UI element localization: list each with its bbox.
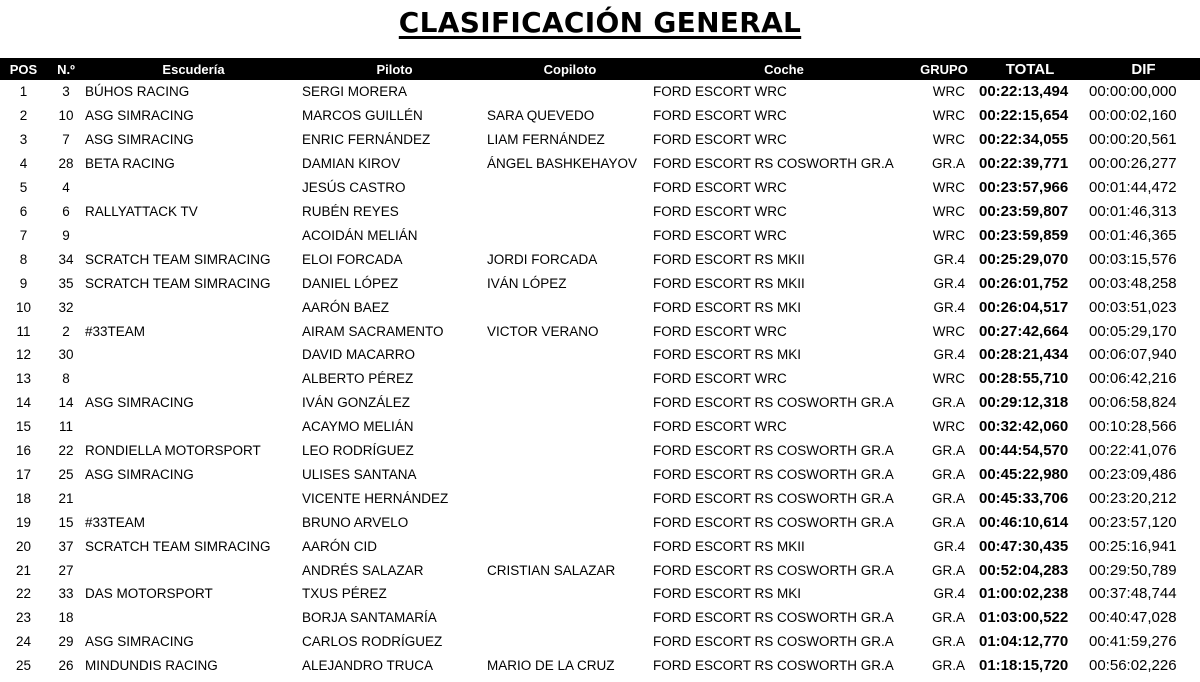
header-pilot: Piloto xyxy=(376,61,413,77)
cell-number: 14 xyxy=(58,395,74,411)
cell-total-time: 00:47:30,435 xyxy=(979,537,1069,555)
cell-pilot: ULISES SANTANA xyxy=(302,466,417,482)
cell-car: FORD ESCORT RS MKI xyxy=(653,347,802,363)
cell-car: FORD ESCORT RS COSWORTH GR.A xyxy=(653,562,894,578)
cell-pos: 7 xyxy=(19,227,28,243)
cell-group: GR.A xyxy=(931,514,965,530)
cell-gap: 00:00:26,277 xyxy=(1089,155,1177,173)
cell-group: GR.A xyxy=(931,395,965,411)
cell-group: GR.4 xyxy=(933,251,965,267)
cell-group: WRC xyxy=(932,419,965,435)
cell-pos: 21 xyxy=(15,562,32,578)
cell-group: WRC xyxy=(932,227,965,243)
cell-gap: 00:23:09,486 xyxy=(1089,465,1177,483)
cell-team xyxy=(85,486,302,510)
cell-pilot: MARCOS GUILLÉN xyxy=(302,108,423,124)
cell-car: FORD ESCORT WRC xyxy=(653,84,787,100)
cell-car: FORD ESCORT RS COSWORTH GR.A xyxy=(653,490,894,506)
table-row xyxy=(0,606,1200,630)
cell-group: GR.A xyxy=(931,610,965,626)
cell-gap: 00:29:50,789 xyxy=(1089,561,1177,579)
cell-number: 15 xyxy=(58,514,74,530)
cell-car: FORD ESCORT RS COSWORTH GR.A xyxy=(653,658,894,674)
cell-pos: 9 xyxy=(19,275,28,291)
cell-copilot xyxy=(487,534,653,558)
cell-number: 33 xyxy=(58,586,74,602)
cell-car: FORD ESCORT RS MKII xyxy=(653,538,805,554)
cell-gap: 00:01:44,472 xyxy=(1089,179,1177,197)
table-row xyxy=(0,367,1200,391)
cell-gap: 00:01:46,365 xyxy=(1089,226,1177,244)
cell-number: 11 xyxy=(58,419,73,435)
cell-team: #33TEAM xyxy=(85,514,146,530)
cell-number: 26 xyxy=(58,658,74,674)
table-row xyxy=(0,152,1200,176)
table-row xyxy=(0,630,1200,654)
cell-number: 25 xyxy=(58,466,74,482)
cell-team: ASG SIMRACING xyxy=(85,108,194,124)
cell-group: GR.4 xyxy=(933,586,965,602)
cell-pilot: ALBERTO PÉREZ xyxy=(302,371,414,387)
cell-car: FORD ESCORT RS MKII xyxy=(653,275,805,291)
cell-group: WRC xyxy=(932,323,965,339)
cell-number: 29 xyxy=(58,634,74,650)
cell-gap: 00:05:29,170 xyxy=(1089,322,1177,340)
cell-pos: 18 xyxy=(15,490,32,506)
cell-car: FORD ESCORT WRC xyxy=(653,108,787,124)
cell-pilot: RUBÉN REYES xyxy=(302,203,399,219)
header-total: TOTAL xyxy=(1005,60,1055,78)
cell-pos: 20 xyxy=(15,538,32,554)
cell-team: BETA RACING xyxy=(85,156,175,172)
cell-car: FORD ESCORT WRC xyxy=(653,419,787,435)
cell-pilot: AARÓN CID xyxy=(302,538,378,554)
table-row xyxy=(0,319,1200,343)
table-row xyxy=(0,176,1200,200)
cell-total-time: 00:52:04,283 xyxy=(979,561,1069,579)
cell-gap: 00:00:20,561 xyxy=(1089,131,1177,149)
cell-copilot xyxy=(487,486,653,510)
cell-pilot: CARLOS RODRÍGUEZ xyxy=(302,634,443,650)
cell-car: FORD ESCORT WRC xyxy=(653,180,787,196)
cell-total-time: 00:26:04,517 xyxy=(979,298,1069,316)
title-container xyxy=(0,0,1200,56)
cell-pilot: DAMIAN KIROV xyxy=(302,156,401,172)
cell-car: FORD ESCORT RS COSWORTH GR.A xyxy=(653,514,894,530)
cell-car: FORD ESCORT RS COSWORTH GR.A xyxy=(653,610,894,626)
cell-total-time: 00:29:12,318 xyxy=(979,394,1069,412)
cell-gap: 00:25:16,941 xyxy=(1089,537,1177,555)
cell-team xyxy=(85,295,302,319)
cell-total-time: 01:04:12,770 xyxy=(979,633,1069,651)
cell-gap: 00:00:02,160 xyxy=(1089,107,1177,125)
cell-number: 2 xyxy=(62,323,70,339)
cell-group: WRC xyxy=(932,108,965,124)
cell-pilot: LEO RODRÍGUEZ xyxy=(302,443,414,459)
cell-number: 30 xyxy=(58,347,74,363)
cell-team: #33TEAM xyxy=(85,323,146,339)
cell-pilot: AARÓN BAEZ xyxy=(302,299,390,315)
cell-group: GR.A xyxy=(931,466,965,482)
header-car: Coche xyxy=(764,61,804,77)
cell-pilot: ELOI FORCADA xyxy=(302,251,403,267)
cell-pos: 19 xyxy=(15,514,32,530)
cell-car: FORD ESCORT WRC xyxy=(653,132,787,148)
cell-copilot xyxy=(487,630,653,654)
cell-pos: 13 xyxy=(15,371,32,387)
cell-copilot xyxy=(487,295,653,319)
cell-pos: 5 xyxy=(19,180,28,196)
cell-team: ASG SIMRACING xyxy=(85,466,194,482)
cell-car: FORD ESCORT WRC xyxy=(653,371,787,387)
table-row xyxy=(0,223,1200,247)
cell-car: FORD ESCORT RS COSWORTH GR.A xyxy=(653,443,894,459)
cell-total-time: 00:23:59,859 xyxy=(979,226,1069,244)
header-row xyxy=(0,58,1200,80)
cell-pilot: DAVID MACARRO xyxy=(302,347,416,363)
header-team: Escudería xyxy=(162,61,225,77)
cell-group: GR.4 xyxy=(933,275,965,291)
table-row xyxy=(0,654,1200,678)
cell-car: FORD ESCORT RS MKII xyxy=(653,251,805,267)
cell-pos: 24 xyxy=(15,634,32,650)
cell-copilot: LIAM FERNÁNDEZ xyxy=(487,132,605,148)
header-dif: DIF xyxy=(1131,60,1156,78)
cell-pos: 23 xyxy=(15,610,32,626)
cell-total-time: 00:22:34,055 xyxy=(979,131,1069,149)
header-num: N.º xyxy=(57,61,75,77)
table-row xyxy=(0,391,1200,415)
cell-copilot: SARA QUEVEDO xyxy=(487,108,595,124)
cell-total-time: 01:00:02,238 xyxy=(979,585,1069,603)
cell-team xyxy=(85,367,302,391)
header-pos: POS xyxy=(9,61,38,77)
cell-group: WRC xyxy=(932,180,965,196)
cell-copilot: IVÁN LÓPEZ xyxy=(487,275,567,291)
cell-team: MINDUNDIS RACING xyxy=(85,658,218,674)
cell-pos: 16 xyxy=(15,443,32,459)
table-row xyxy=(0,463,1200,487)
cell-group: WRC xyxy=(932,84,965,100)
cell-copilot: ÁNGEL BASHKEHAYOV xyxy=(487,156,638,172)
cell-pos: 10 xyxy=(15,299,32,315)
cell-group: WRC xyxy=(932,203,965,219)
cell-number: 10 xyxy=(58,108,74,124)
standings-table xyxy=(0,58,1200,678)
cell-number: 18 xyxy=(58,610,74,626)
table-row xyxy=(0,271,1200,295)
cell-copilot xyxy=(487,176,653,200)
cell-gap: 00:41:59,276 xyxy=(1089,633,1177,651)
cell-total-time: 00:23:57,966 xyxy=(979,179,1069,197)
cell-pilot: SERGI MORERA xyxy=(302,84,408,100)
cell-copilot xyxy=(487,463,653,487)
cell-group: GR.A xyxy=(931,490,965,506)
cell-pilot: ACAYMO MELIÁN xyxy=(302,419,414,435)
cell-pilot: VICENTE HERNÁNDEZ xyxy=(302,490,449,506)
cell-pos: 8 xyxy=(19,251,28,267)
cell-car: FORD ESCORT RS MKI xyxy=(653,586,802,602)
cell-number: 22 xyxy=(58,443,74,459)
cell-gap: 00:22:41,076 xyxy=(1089,442,1177,460)
cell-car: FORD ESCORT RS COSWORTH GR.A xyxy=(653,156,894,172)
cell-pos: 22 xyxy=(15,586,32,602)
cell-pos: 4 xyxy=(19,156,28,172)
cell-pos: 11 xyxy=(16,323,31,339)
cell-pos: 3 xyxy=(19,132,28,148)
table-row xyxy=(0,247,1200,271)
cell-total-time: 00:22:13,494 xyxy=(979,83,1069,101)
cell-total-time: 00:26:01,752 xyxy=(979,274,1069,292)
cell-car: FORD ESCORT RS COSWORTH GR.A xyxy=(653,466,894,482)
header-grupo: GRUPO xyxy=(920,61,968,77)
cell-total-time: 00:22:15,654 xyxy=(979,107,1069,125)
cell-gap: 00:23:20,212 xyxy=(1089,489,1177,507)
cell-gap: 00:40:47,028 xyxy=(1089,609,1177,627)
cell-copilot: JORDI FORCADA xyxy=(487,251,598,267)
cell-gap: 00:10:28,566 xyxy=(1089,418,1177,436)
table-row xyxy=(0,534,1200,558)
cell-gap: 00:37:48,744 xyxy=(1089,585,1177,603)
cell-copilot xyxy=(487,439,653,463)
cell-total-time: 00:32:42,060 xyxy=(979,418,1069,436)
cell-copilot xyxy=(487,582,653,606)
cell-pos: 6 xyxy=(19,203,28,219)
cell-team xyxy=(85,415,302,439)
cell-team: ASG SIMRACING xyxy=(85,132,194,148)
cell-team: RALLYATTACK TV xyxy=(85,203,198,219)
cell-number: 37 xyxy=(58,538,74,554)
table-row xyxy=(0,295,1200,319)
cell-team: SCRATCH TEAM SIMRACING xyxy=(85,538,271,554)
cell-team xyxy=(85,343,302,367)
cell-gap: 00:01:46,313 xyxy=(1089,202,1177,220)
table-row xyxy=(0,200,1200,224)
cell-copilot: MARIO DE LA CRUZ xyxy=(487,658,615,674)
cell-pos: 1 xyxy=(19,84,28,100)
cell-pos: 15 xyxy=(15,419,32,435)
cell-pilot: JESÚS CASTRO xyxy=(302,180,406,196)
table-row xyxy=(0,104,1200,128)
cell-total-time: 00:22:39,771 xyxy=(979,155,1069,173)
cell-gap: 00:00:00,000 xyxy=(1089,83,1177,101)
cell-car: FORD ESCORT WRC xyxy=(653,323,787,339)
table-row xyxy=(0,558,1200,582)
cell-car: FORD ESCORT RS COSWORTH GR.A xyxy=(653,395,894,411)
cell-team: ASG SIMRACING xyxy=(85,395,194,411)
cell-copilot xyxy=(487,391,653,415)
cell-team xyxy=(85,606,302,630)
cell-gap: 00:23:57,120 xyxy=(1089,513,1177,531)
cell-pilot: BRUNO ARVELO xyxy=(302,514,409,530)
cell-number: 28 xyxy=(58,156,74,172)
cell-car: FORD ESCORT WRC xyxy=(653,203,787,219)
cell-total-time: 00:45:33,706 xyxy=(979,489,1069,507)
cell-total-time: 00:28:55,710 xyxy=(979,370,1069,388)
cell-group: GR.4 xyxy=(933,347,965,363)
cell-copilot xyxy=(487,343,653,367)
table-header xyxy=(0,58,1200,80)
cell-pilot: BORJA SANTAMARÍA xyxy=(302,610,437,626)
cell-gap: 00:03:51,023 xyxy=(1089,298,1177,316)
table-body xyxy=(0,80,1200,678)
table-row xyxy=(0,582,1200,606)
cell-team: ASG SIMRACING xyxy=(85,634,194,650)
cell-copilot xyxy=(487,367,653,391)
cell-number: 6 xyxy=(62,203,70,219)
cell-copilot xyxy=(487,223,653,247)
cell-copilot xyxy=(487,606,653,630)
table-row xyxy=(0,415,1200,439)
cell-pos: 12 xyxy=(15,347,32,363)
cell-car: FORD ESCORT RS MKI xyxy=(653,299,802,315)
cell-pilot: DANIEL LÓPEZ xyxy=(302,275,399,291)
cell-gap: 00:56:02,226 xyxy=(1089,657,1177,675)
cell-number: 35 xyxy=(58,275,74,291)
cell-copilot xyxy=(487,510,653,534)
cell-team: DAS MOTORSPORT xyxy=(85,586,213,602)
cell-group: WRC xyxy=(932,132,965,148)
page-title: CLASIFICACIÓN GENERAL xyxy=(398,6,802,39)
cell-total-time: 01:03:00,522 xyxy=(979,609,1069,627)
cell-group: WRC xyxy=(932,371,965,387)
cell-team: RONDIELLA MOTORSPORT xyxy=(85,443,261,459)
cell-gap: 00:06:42,216 xyxy=(1089,370,1177,388)
cell-pos: 25 xyxy=(15,658,32,674)
cell-number: 8 xyxy=(62,371,70,387)
cell-number: 21 xyxy=(58,490,74,506)
cell-copilot: CRISTIAN SALAZAR xyxy=(487,562,616,578)
cell-team xyxy=(85,558,302,582)
cell-gap: 00:06:58,824 xyxy=(1089,394,1177,412)
cell-pilot: ALEJANDRO TRUCA xyxy=(302,658,434,674)
header-copilot: Copiloto xyxy=(543,61,597,77)
cell-group: GR.A xyxy=(931,634,965,650)
cell-pos: 2 xyxy=(19,108,28,124)
cell-total-time: 00:44:54,570 xyxy=(979,442,1069,460)
table-row xyxy=(0,439,1200,463)
cell-group: GR.A xyxy=(931,658,965,674)
cell-pilot: ENRIC FERNÁNDEZ xyxy=(302,132,431,148)
cell-copilot xyxy=(487,80,653,104)
cell-total-time: 00:46:10,614 xyxy=(979,513,1069,531)
cell-number: 7 xyxy=(62,132,70,148)
cell-pilot: ANDRÉS SALAZAR xyxy=(302,562,424,578)
cell-group: GR.A xyxy=(931,562,965,578)
cell-pilot: IVÁN GONZÁLEZ xyxy=(302,395,411,411)
cell-number: 32 xyxy=(58,299,74,315)
cell-number: 27 xyxy=(58,562,74,578)
cell-pos: 17 xyxy=(15,466,32,482)
cell-pilot: ACOIDÁN MELIÁN xyxy=(302,227,418,243)
cell-total-time: 00:23:59,807 xyxy=(979,202,1069,220)
cell-pos: 14 xyxy=(15,395,32,411)
cell-team xyxy=(85,176,302,200)
cell-total-time: 00:45:22,980 xyxy=(979,465,1069,483)
cell-total-time: 00:25:29,070 xyxy=(979,250,1069,268)
table-row xyxy=(0,128,1200,152)
cell-team: SCRATCH TEAM SIMRACING xyxy=(85,251,271,267)
cell-group: GR.4 xyxy=(933,299,965,315)
cell-number: 3 xyxy=(62,84,70,100)
cell-copilot xyxy=(487,415,653,439)
cell-copilot xyxy=(487,200,653,224)
cell-team xyxy=(85,223,302,247)
cell-group: GR.A xyxy=(931,443,965,459)
cell-gap: 00:03:15,576 xyxy=(1089,250,1177,268)
table-row xyxy=(0,510,1200,534)
cell-team: BÚHOS RACING xyxy=(85,84,190,100)
cell-car: FORD ESCORT RS COSWORTH GR.A xyxy=(653,634,894,650)
table-row xyxy=(0,486,1200,510)
cell-group: GR.A xyxy=(931,156,965,172)
table-row xyxy=(0,343,1200,367)
cell-copilot: VICTOR VERANO xyxy=(487,323,599,339)
cell-gap: 00:03:48,258 xyxy=(1089,274,1177,292)
cell-number: 4 xyxy=(62,180,70,196)
cell-gap: 00:06:07,940 xyxy=(1089,346,1177,364)
cell-pilot: TXUS PÉREZ xyxy=(302,586,387,602)
cell-group: GR.4 xyxy=(933,538,965,554)
cell-number: 34 xyxy=(58,251,74,267)
cell-number: 9 xyxy=(62,227,70,243)
table-row xyxy=(0,80,1200,104)
cell-car: FORD ESCORT WRC xyxy=(653,227,787,243)
cell-team: SCRATCH TEAM SIMRACING xyxy=(85,275,271,291)
cell-total-time: 00:27:42,664 xyxy=(979,322,1069,340)
cell-pilot: AIRAM SACRAMENTO xyxy=(302,323,444,339)
cell-total-time: 00:28:21,434 xyxy=(979,346,1069,364)
cell-total-time: 01:18:15,720 xyxy=(979,657,1069,675)
